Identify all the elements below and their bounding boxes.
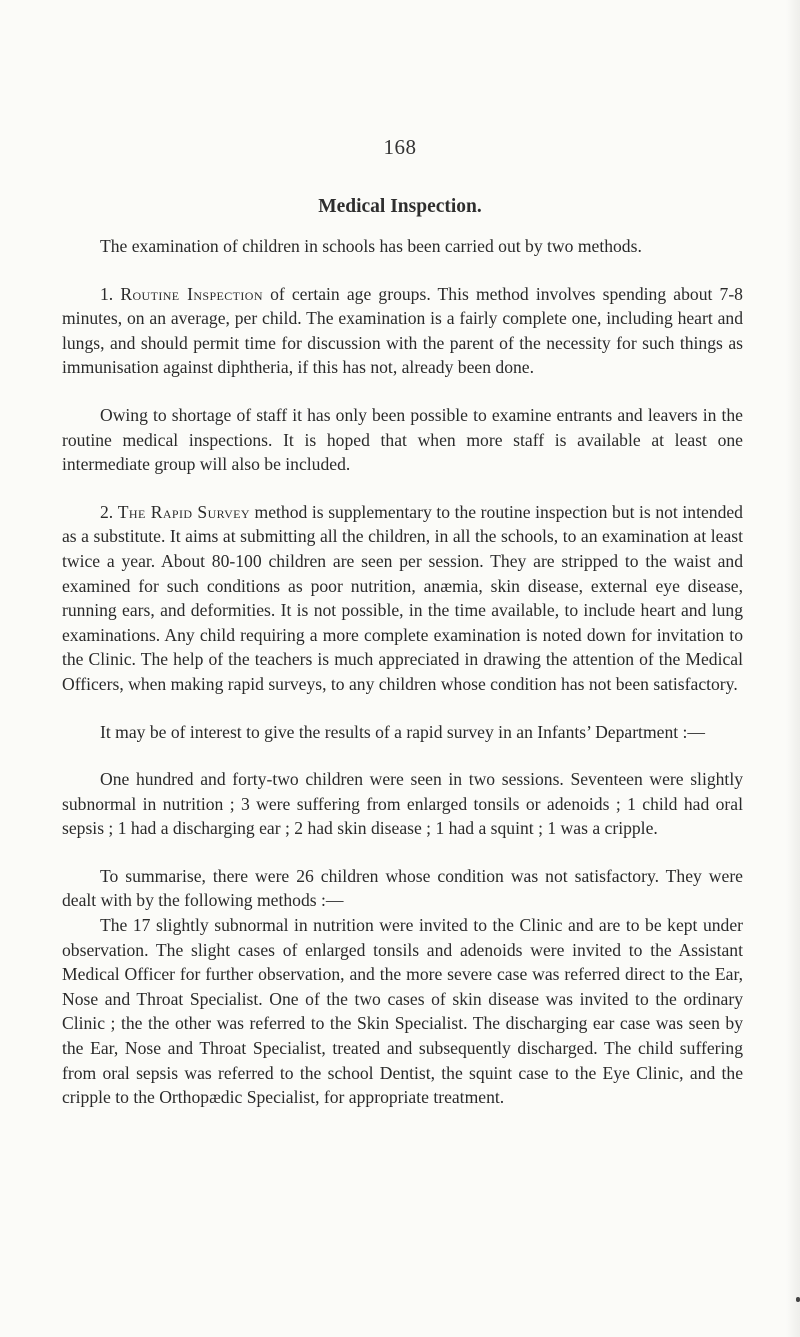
paragraph-dealt-with: The 17 slightly subnormal in nutrition were invited to the Clinic and are to be kept under observation. The slight cases of enlarged tonsils and adenoids were invited to the Assistant Medical Officer for further observation, and the more severe case was referred direct to the Ear, Nose and Throat Specialist. One of the two cases of skin disease was invited to the ordinary Clinic ; the the other was referred to the Skin Specialist. The discharging ear case was seen by the Ear, Nose and Throat Specialist, treated and subsequently discharged. The child suffering from oral sepsis was referred to the school Dentist, the squint case to the Eye Clinic, and the cripple to the Orthopædic Specialist, for appropriate treatment.: [62, 915, 743, 1108]
routine-heading: Routine Inspection: [120, 283, 263, 304]
page-edge-shadow: [786, 0, 800, 1337]
paragraph-rapid-survey: [62, 500, 743, 697]
paragraph-owing: Owing to shortage of staff it has only been possible to examine entrants and leavers in the routine medical inspections. It is hoped that when more staff is available at least one intermediate group will also be included.: [62, 404, 743, 475]
paragraph-routine-inspection: [62, 282, 743, 380]
paragraph-interest: It may be of interest to give the results of a rapid survey in an Infants’ Department :—: [100, 721, 706, 742]
rapid-text: method is supplementary to the routine inspection but is not intended as a substitute. It aims at submitting all the children, in all the schools, to an examination at least twice a year. About 80-100 children are seen per session. They are stripped to the waist and examined for such conditions as poor nutrition, anæmia, skin disease, external eye disease, running ears, and deformities. It is not possible, in the time available, to include heart and lung examinations. Any child requiring a more complete examination is noted down for invitation to the Clinic. The help of the teachers is much appreciated in drawing the attention of the Medical Officers, when making rapid surveys, to any children whose condition has not been satisfactory.: [62, 501, 743, 694]
paragraph-summary: To summarise, there were 26 children whose condition was not satisfactory. They were dealt with by the following methods :—: [62, 865, 743, 911]
document-body: [62, 234, 743, 1110]
routine-text: of certain age groups. This method involves spending about 7-8 minutes, on an average, per child. The examination is a fairly complete one, including heart and lungs, and should permit time for discussion with the parent of the necessity for such things as immunisation against diphtheria, if this has not, already been done.: [62, 283, 743, 378]
page-title: Medical Inspection.: [318, 196, 482, 217]
rapid-number: 2.: [100, 501, 114, 522]
routine-number: 1.: [100, 283, 114, 304]
scan-mark: [796, 1297, 800, 1302]
paragraph-intro: The examination of children in schools has been carried out by two methods.: [100, 236, 642, 256]
page-number: 168: [383, 135, 417, 159]
paragraph-results: One hundred and forty-two children were seen in two sessions. Seventeen were slightly subnormal in nutrition ; 3 were suffering from enlarged tonsils or adenoids ; 1 child had oral sepsis ; 1 had a discharging ear ; 2 had skin disease ; 1 had a squint ; 1 was a cripple.: [62, 769, 743, 839]
rapid-heading: The Rapid Survey: [117, 501, 250, 522]
